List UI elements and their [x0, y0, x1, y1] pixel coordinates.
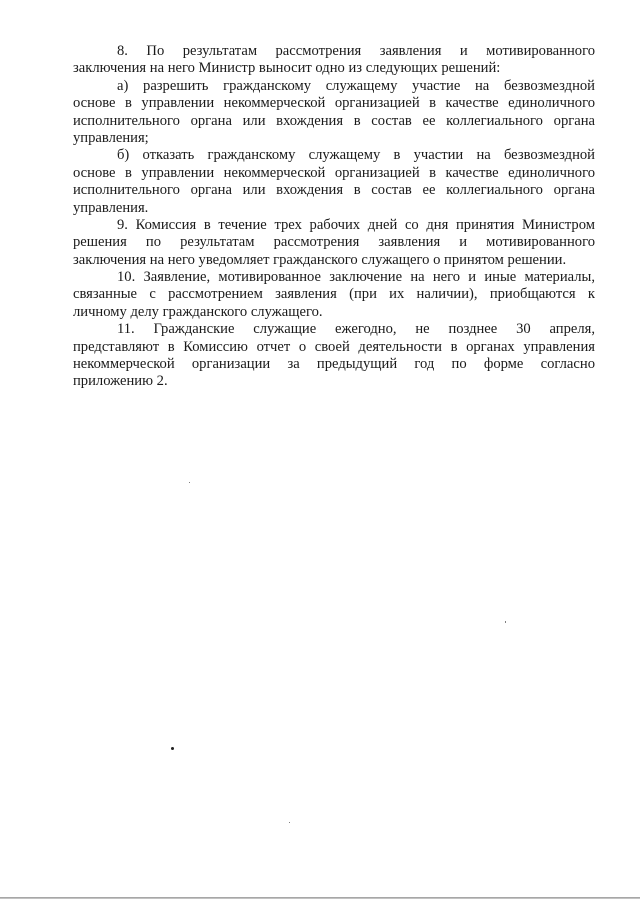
paragraph-line: 10. Заявление, мотивированное заключение на него и иные материалы,: [117, 269, 595, 286]
paragraph-8a: [73, 78, 595, 148]
paragraph-line: 8. По результатам рассмотрения заявления и мотивированного: [117, 43, 595, 59]
paragraph-11: [73, 321, 595, 391]
paragraph-line: личному делу гражданского служащего.: [73, 303, 323, 320]
paragraph-line: основе в управлении некоммерческой организацией в качестве единоличного: [73, 164, 595, 181]
scan-bottom-edge: [0, 897, 640, 899]
paragraph-8: [73, 43, 595, 78]
paragraph-line: некоммерческой организации за предыдущий год по форме согласно: [73, 356, 595, 373]
paragraph-line: заключения на него Министр выносит одно из следующих решений:: [73, 60, 501, 77]
paragraph-9: [73, 217, 595, 269]
paragraph-line: приложению 2.: [73, 373, 168, 390]
paragraph-line: заключения на него уведомляет гражданского служащего о принятом решении.: [73, 251, 567, 268]
paragraph-line: решения по результатам рассмотрения заявления и мотивированного: [73, 234, 595, 251]
paragraph-line: связанные с рассмотрением заявления (при их наличии), приобщаются к: [73, 286, 595, 303]
paragraph-line: основе в управлении некоммерческой организацией в качестве единоличного: [73, 95, 595, 112]
paragraph-8b: [73, 147, 595, 217]
paragraph-line: исполнительного органа или вхождения в состав ее коллегиального органа: [73, 182, 595, 199]
paragraph-line: управления;: [73, 129, 149, 146]
scan-speck: [505, 621, 506, 623]
scan-speck: [189, 482, 190, 483]
scan-speck: [171, 747, 174, 750]
paragraph-line: 9. Комиссия в течение трех рабочих дней со дня принятия Министром: [117, 216, 595, 233]
paragraph-10: [73, 269, 595, 321]
paragraph-line: б) отказать гражданскому служащему в участии на безвозмездной: [117, 147, 595, 164]
scan-speck: [289, 822, 290, 823]
paragraph-line: управления.: [73, 199, 149, 216]
paragraph-line: 11. Гражданские служащие ежегодно, не позднее 30 апреля,: [117, 321, 595, 338]
document-body: [73, 43, 595, 391]
paragraph-line: представляют в Комиссию отчет о своей деятельности в органах управления: [73, 338, 595, 355]
paragraph-line: исполнительного органа или вхождения в состав ее коллегиального органа: [73, 112, 595, 129]
paragraph-line: а) разрешить гражданскому служащему участие на безвозмездной: [117, 77, 595, 94]
